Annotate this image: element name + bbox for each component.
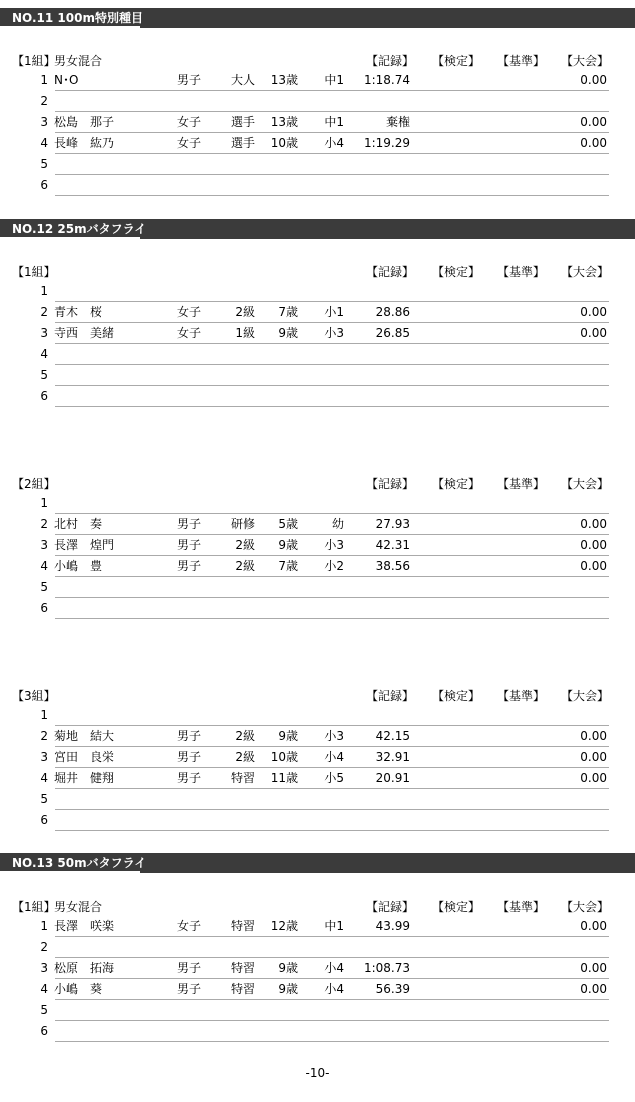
grade: 小4 bbox=[324, 136, 344, 150]
event-header bbox=[0, 8, 635, 28]
row-divider bbox=[55, 555, 609, 556]
sex: 女子 bbox=[177, 326, 202, 340]
record: 42.15 bbox=[375, 729, 410, 743]
age: 11歳 bbox=[270, 771, 298, 785]
lane-number: 2 bbox=[40, 94, 48, 108]
taikai-value: 0.00 bbox=[580, 326, 607, 340]
heat-block bbox=[0, 686, 635, 836]
heat-header bbox=[0, 897, 635, 917]
taikai-value: 0.00 bbox=[580, 305, 607, 319]
column-header-taikai: 【大会】 bbox=[561, 265, 610, 279]
class: 選手 bbox=[230, 115, 255, 129]
sex: 男子 bbox=[177, 517, 202, 531]
sex: 男子 bbox=[177, 538, 202, 552]
result-row bbox=[0, 365, 635, 386]
record: 1:18.74 bbox=[363, 73, 410, 87]
result-row bbox=[0, 705, 635, 726]
lane-number: 2 bbox=[40, 729, 48, 743]
class: 2級 bbox=[235, 538, 255, 552]
heat-block bbox=[0, 262, 635, 412]
lane-number: 5 bbox=[40, 580, 48, 594]
column-header-record: 【記録】 bbox=[366, 265, 415, 279]
lane-number: 2 bbox=[40, 305, 48, 319]
row-divider bbox=[55, 576, 609, 577]
lane-number: 1 bbox=[40, 73, 48, 87]
lane-number: 2 bbox=[40, 940, 48, 954]
lane-number: 6 bbox=[40, 178, 48, 192]
row-divider bbox=[55, 618, 609, 619]
record: 27.93 bbox=[375, 517, 410, 531]
taikai-value: 0.00 bbox=[580, 982, 607, 996]
lane-number: 4 bbox=[40, 136, 48, 150]
swimmer-name: 青木 桜 bbox=[54, 305, 103, 319]
heat-sub: 男女混合 bbox=[54, 54, 103, 68]
result-row bbox=[0, 556, 635, 577]
row-divider bbox=[55, 322, 609, 323]
sex: 男子 bbox=[177, 750, 202, 764]
column-header-kijun: 【基準】 bbox=[497, 689, 546, 703]
lane-number: 1 bbox=[40, 919, 48, 933]
taikai-value: 0.00 bbox=[580, 136, 607, 150]
swimmer-name: 堀井 健翔 bbox=[54, 771, 115, 785]
event-title: NO.12 25mバタフライ bbox=[0, 219, 140, 239]
class: 研修 bbox=[230, 517, 255, 531]
event-title: NO.11 100m特別種目 bbox=[0, 8, 140, 28]
sex: 男子 bbox=[177, 73, 202, 87]
sex: 男子 bbox=[177, 982, 202, 996]
result-row bbox=[0, 747, 635, 768]
result-row bbox=[0, 133, 635, 154]
grade: 小5 bbox=[324, 771, 344, 785]
grade: 中1 bbox=[324, 115, 344, 129]
taikai-value: 0.00 bbox=[580, 538, 607, 552]
lane-number: 4 bbox=[40, 771, 48, 785]
result-row bbox=[0, 344, 635, 365]
age: 12歳 bbox=[270, 919, 298, 933]
column-header-taikai: 【大会】 bbox=[561, 900, 610, 914]
column-header-kentei: 【検定】 bbox=[432, 900, 481, 914]
lane-number: 2 bbox=[40, 517, 48, 531]
grade: 小1 bbox=[324, 305, 344, 319]
lane-number: 1 bbox=[40, 708, 48, 722]
age: 13歳 bbox=[270, 73, 298, 87]
record: 56.39 bbox=[375, 982, 410, 996]
heat-header bbox=[0, 51, 635, 71]
sex: 女子 bbox=[177, 136, 202, 150]
result-row bbox=[0, 112, 635, 133]
heat-label: 【1組】 bbox=[12, 900, 56, 914]
taikai-value: 0.00 bbox=[580, 750, 607, 764]
age: 10歳 bbox=[270, 750, 298, 764]
lane-number: 6 bbox=[40, 389, 48, 403]
result-row bbox=[0, 323, 635, 344]
event-title: NO.13 50mバタフライ bbox=[0, 853, 140, 873]
swimmer-name: N･O bbox=[54, 73, 79, 87]
heat-label: 【3組】 bbox=[12, 689, 56, 703]
record: 42.31 bbox=[375, 538, 410, 552]
row-divider bbox=[55, 830, 609, 831]
row-divider bbox=[55, 746, 609, 747]
result-row bbox=[0, 958, 635, 979]
class: 大人 bbox=[230, 73, 255, 87]
event-header bbox=[0, 219, 635, 239]
lane-number: 3 bbox=[40, 750, 48, 764]
column-header-kijun: 【基準】 bbox=[497, 900, 546, 914]
heat-header bbox=[0, 262, 635, 282]
lane-number: 3 bbox=[40, 115, 48, 129]
swimmer-name: 北村 奏 bbox=[54, 517, 103, 531]
column-header-record: 【記録】 bbox=[366, 477, 415, 491]
lane-number: 3 bbox=[40, 538, 48, 552]
row-divider bbox=[55, 788, 609, 789]
column-header-record: 【記録】 bbox=[366, 900, 415, 914]
column-header-taikai: 【大会】 bbox=[561, 54, 610, 68]
result-row bbox=[0, 154, 635, 175]
sex: 男子 bbox=[177, 961, 202, 975]
result-row bbox=[0, 768, 635, 789]
lane-number: 4 bbox=[40, 982, 48, 996]
result-row bbox=[0, 175, 635, 196]
row-divider bbox=[55, 1020, 609, 1021]
column-header-taikai: 【大会】 bbox=[561, 477, 610, 491]
row-divider bbox=[55, 385, 609, 386]
result-row bbox=[0, 281, 635, 302]
grade: 幼 bbox=[331, 517, 344, 531]
swimmer-name: 小嶋 豊 bbox=[54, 559, 103, 573]
heat-block bbox=[0, 51, 635, 201]
row-divider bbox=[55, 90, 609, 91]
record: 1:08.73 bbox=[363, 961, 410, 975]
grade: 小3 bbox=[324, 729, 344, 743]
swimmer-name: 長澤 咲楽 bbox=[54, 919, 115, 933]
taikai-value: 0.00 bbox=[580, 771, 607, 785]
column-header-record: 【記録】 bbox=[366, 689, 415, 703]
grade: 中1 bbox=[324, 73, 344, 87]
lane-number: 1 bbox=[40, 284, 48, 298]
age: 13歳 bbox=[270, 115, 298, 129]
result-row bbox=[0, 789, 635, 810]
age: 7歳 bbox=[278, 559, 298, 573]
record: 26.85 bbox=[375, 326, 410, 340]
column-header-taikai: 【大会】 bbox=[561, 689, 610, 703]
result-row bbox=[0, 577, 635, 598]
record: 28.86 bbox=[375, 305, 410, 319]
result-row bbox=[0, 1021, 635, 1042]
grade: 中1 bbox=[324, 919, 344, 933]
age: 9歳 bbox=[278, 729, 298, 743]
record: 43.99 bbox=[375, 919, 410, 933]
row-divider bbox=[55, 957, 609, 958]
result-row bbox=[0, 937, 635, 958]
lane-number: 4 bbox=[40, 559, 48, 573]
swimmer-name: 長峰 紘乃 bbox=[54, 136, 115, 150]
swimmer-name: 寺西 美緒 bbox=[54, 326, 115, 340]
sex: 男子 bbox=[177, 729, 202, 743]
age: 9歳 bbox=[278, 982, 298, 996]
row-divider bbox=[55, 343, 609, 344]
row-divider bbox=[55, 174, 609, 175]
row-divider bbox=[55, 513, 609, 514]
record: 1:19.29 bbox=[363, 136, 410, 150]
taikai-value: 0.00 bbox=[580, 961, 607, 975]
sex: 女子 bbox=[177, 919, 202, 933]
heat-label: 【2組】 bbox=[12, 477, 56, 491]
row-divider bbox=[55, 1041, 609, 1042]
column-header-kentei: 【検定】 bbox=[432, 477, 481, 491]
grade: 小4 bbox=[324, 750, 344, 764]
sex: 男子 bbox=[177, 771, 202, 785]
result-row bbox=[0, 726, 635, 747]
class: 特習 bbox=[230, 982, 255, 996]
grade: 小3 bbox=[324, 326, 344, 340]
row-divider bbox=[55, 978, 609, 979]
lane-number: 6 bbox=[40, 601, 48, 615]
record: 棄権 bbox=[385, 115, 410, 129]
row-divider bbox=[55, 999, 609, 1000]
swimmer-name: 菊地 結大 bbox=[54, 729, 115, 743]
class: 特習 bbox=[230, 919, 255, 933]
class: 2級 bbox=[235, 750, 255, 764]
taikai-value: 0.00 bbox=[580, 729, 607, 743]
grade: 小4 bbox=[324, 961, 344, 975]
class: 2級 bbox=[235, 559, 255, 573]
class: 選手 bbox=[230, 136, 255, 150]
column-header-kentei: 【検定】 bbox=[432, 265, 481, 279]
class: 特習 bbox=[230, 961, 255, 975]
heat-block bbox=[0, 897, 635, 1047]
swimmer-name: 長澤 煌門 bbox=[54, 538, 115, 552]
row-divider bbox=[55, 132, 609, 133]
result-row bbox=[0, 514, 635, 535]
lane-number: 1 bbox=[40, 496, 48, 510]
lane-number: 3 bbox=[40, 326, 48, 340]
row-divider bbox=[55, 725, 609, 726]
grade: 小2 bbox=[324, 559, 344, 573]
record: 38.56 bbox=[375, 559, 410, 573]
class: 2級 bbox=[235, 305, 255, 319]
swimmer-name: 松原 拓海 bbox=[54, 961, 115, 975]
row-divider bbox=[55, 153, 609, 154]
sex: 女子 bbox=[177, 305, 202, 319]
heat-sub: 男女混合 bbox=[54, 900, 103, 914]
result-row bbox=[0, 302, 635, 323]
heat-label: 【1組】 bbox=[12, 265, 56, 279]
result-row bbox=[0, 70, 635, 91]
swimmer-name: 宮田 良栄 bbox=[54, 750, 115, 764]
row-divider bbox=[55, 597, 609, 598]
row-divider bbox=[55, 534, 609, 535]
lane-number: 5 bbox=[40, 157, 48, 171]
swimmer-name: 小嶋 葵 bbox=[54, 982, 103, 996]
heat-header bbox=[0, 474, 635, 494]
result-row bbox=[0, 493, 635, 514]
lane-number: 6 bbox=[40, 1024, 48, 1038]
row-divider bbox=[55, 406, 609, 407]
taikai-value: 0.00 bbox=[580, 559, 607, 573]
row-divider bbox=[55, 301, 609, 302]
grade: 小3 bbox=[324, 538, 344, 552]
grade: 小4 bbox=[324, 982, 344, 996]
result-row bbox=[0, 810, 635, 831]
row-divider bbox=[55, 767, 609, 768]
lane-number: 3 bbox=[40, 961, 48, 975]
taikai-value: 0.00 bbox=[580, 73, 607, 87]
result-row bbox=[0, 535, 635, 556]
taikai-value: 0.00 bbox=[580, 517, 607, 531]
result-row bbox=[0, 979, 635, 1000]
lane-number: 4 bbox=[40, 347, 48, 361]
result-row bbox=[0, 1000, 635, 1021]
column-header-kijun: 【基準】 bbox=[497, 265, 546, 279]
heat-label: 【1組】 bbox=[12, 54, 56, 68]
result-row bbox=[0, 598, 635, 619]
row-divider bbox=[55, 364, 609, 365]
sex: 女子 bbox=[177, 115, 202, 129]
lane-number: 6 bbox=[40, 813, 48, 827]
column-header-kentei: 【検定】 bbox=[432, 54, 481, 68]
swimmer-name: 松島 那子 bbox=[54, 115, 115, 129]
lane-number: 5 bbox=[40, 792, 48, 806]
event-header bbox=[0, 853, 635, 873]
age: 5歳 bbox=[278, 517, 298, 531]
record: 20.91 bbox=[375, 771, 410, 785]
taikai-value: 0.00 bbox=[580, 919, 607, 933]
column-header-kentei: 【検定】 bbox=[432, 689, 481, 703]
result-row bbox=[0, 91, 635, 112]
class: 2級 bbox=[235, 729, 255, 743]
column-header-kijun: 【基準】 bbox=[497, 54, 546, 68]
lane-number: 5 bbox=[40, 368, 48, 382]
age: 9歳 bbox=[278, 326, 298, 340]
page-number: -10- bbox=[305, 1066, 330, 1080]
heat-block bbox=[0, 474, 635, 624]
row-divider bbox=[55, 936, 609, 937]
heat-header bbox=[0, 686, 635, 706]
column-header-record: 【記録】 bbox=[366, 54, 415, 68]
row-divider bbox=[55, 809, 609, 810]
age: 7歳 bbox=[278, 305, 298, 319]
sex: 男子 bbox=[177, 559, 202, 573]
class: 1級 bbox=[235, 326, 255, 340]
column-header-kijun: 【基準】 bbox=[497, 477, 546, 491]
taikai-value: 0.00 bbox=[580, 115, 607, 129]
lane-number: 5 bbox=[40, 1003, 48, 1017]
class: 特習 bbox=[230, 771, 255, 785]
record: 32.91 bbox=[375, 750, 410, 764]
row-divider bbox=[55, 111, 609, 112]
age: 9歳 bbox=[278, 538, 298, 552]
result-row bbox=[0, 386, 635, 407]
age: 9歳 bbox=[278, 961, 298, 975]
row-divider bbox=[55, 195, 609, 196]
result-row bbox=[0, 916, 635, 937]
age: 10歳 bbox=[270, 136, 298, 150]
